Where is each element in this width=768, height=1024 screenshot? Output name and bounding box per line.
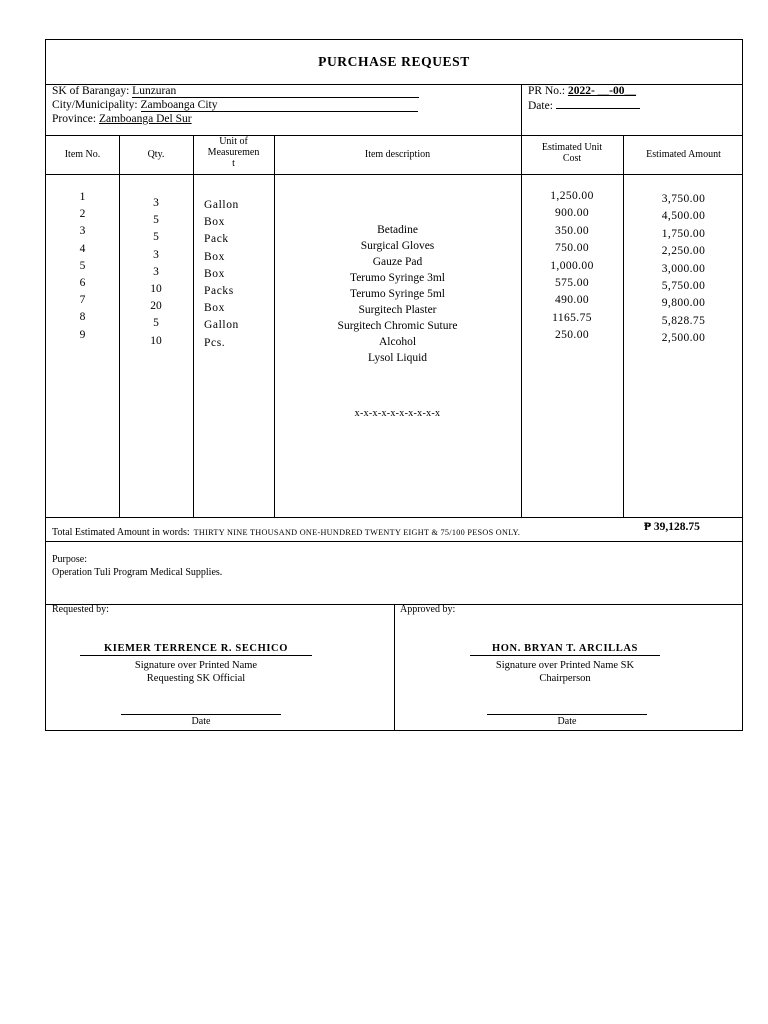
approved-by-name-text: HON. BRYAN T. ARCILLAS — [492, 643, 638, 654]
pr-number-value: 2022- __-00__ — [567, 85, 636, 97]
caption-line: Chairperson — [539, 672, 591, 684]
province-value: Zamboanga Del Sur — [98, 113, 192, 125]
divider — [46, 517, 742, 518]
caption-line: Signature over Printed Name SK — [495, 660, 635, 671]
item-number-cell: 1 — [79, 191, 86, 203]
amount-cell: 9,800.00 — [661, 297, 706, 310]
unit-cell: Packs — [204, 285, 234, 298]
description-cell: Surgical Gloves — [360, 240, 435, 252]
total-label: Total Estimated Amount in words: — [52, 527, 190, 538]
province-label: Province: — [52, 113, 97, 125]
unit-cost-cell: 490.00 — [554, 294, 590, 307]
unit-cell: Box — [204, 216, 225, 229]
description-cell: Alcohol — [378, 336, 417, 348]
sk-barangay-field — [52, 84, 419, 98]
requested-date-caption: Date — [191, 716, 211, 727]
item-number-cell: 8 — [79, 311, 86, 324]
unit-cell: Box — [204, 250, 225, 263]
unit-cell: Gallon — [204, 319, 239, 332]
unit-cell: Box — [204, 302, 225, 315]
quantity-cell: 20 — [150, 300, 162, 313]
form-title: PURCHASE REQUEST — [318, 54, 470, 69]
item-number-cell: 9 — [79, 328, 86, 341]
header-estimated-amount: Estimated Amount — [646, 149, 721, 160]
requested-by-caption — [80, 660, 312, 685]
caption-line: Requesting SK Official — [146, 672, 246, 684]
unit-column — [204, 197, 272, 352]
item-number-cell: 3 — [79, 225, 86, 238]
divider — [521, 84, 522, 135]
quantity-cell: 10 — [150, 283, 162, 296]
approved-by-name — [470, 643, 660, 656]
caption-line: Signature over Printed Name — [134, 660, 258, 671]
header-unit-cost-line: Cost — [562, 153, 582, 164]
city-label: City/Municipality: — [52, 99, 138, 111]
header-unit-cost-line: Estimated Unit — [541, 142, 603, 153]
purchase-request-form — [45, 39, 743, 731]
item-number-cell: 4 — [79, 242, 86, 255]
sk-barangay-label: SK of Barangay: — [52, 85, 130, 97]
quantity-cell: 10 — [150, 334, 162, 347]
unit-cost-cell: 900.00 — [554, 207, 590, 220]
item-number-cell: 7 — [79, 294, 86, 307]
description-cell: Betadine — [377, 224, 418, 236]
item-number-cell: 6 — [79, 277, 86, 290]
description-cell: Terumo Syringe 5ml — [349, 288, 445, 300]
purpose-text: Operation Tuli Program Medical Supplies. — [52, 567, 223, 578]
amount-column — [623, 191, 744, 348]
city-field — [52, 98, 418, 112]
total-words-row — [52, 522, 520, 540]
description-cell: Lysol Liquid — [367, 352, 428, 364]
header-unit-of-measurement — [193, 136, 274, 169]
description-cell: Terumo Syringe 3ml — [349, 272, 445, 284]
end-of-list-marker: x-x-x-x-x-x-x-x-x-x — [354, 408, 441, 419]
item-number-cell: 5 — [79, 259, 86, 272]
description-cell: Surgitech Chromic Suture — [337, 320, 458, 332]
purpose-label: Purpose: — [52, 554, 87, 565]
header-item-description: Item description — [364, 149, 431, 160]
description-cell: Gauze Pad — [372, 256, 423, 268]
description-column — [274, 222, 521, 366]
unit-cost-cell: 350.00 — [554, 224, 590, 237]
quantity-cell: 5 — [153, 231, 159, 244]
amount-cell: 2,500.00 — [661, 332, 706, 345]
approved-by-caption — [450, 660, 680, 685]
amount-cell: 1,750.00 — [661, 227, 706, 240]
unit-cell: Gallon — [204, 199, 239, 211]
divider — [394, 604, 395, 731]
quantity-column — [119, 195, 193, 350]
total-words: THIRTY NINE THOUSAND ONE-HUNDRED TWENTY EIGHT & 75/100 PESOS ONLY. — [193, 528, 521, 537]
amount-cell: 3,000.00 — [661, 262, 706, 275]
province-field — [52, 112, 192, 126]
unit-cell: Pcs. — [204, 336, 226, 349]
unit-cell: Pack — [204, 233, 229, 246]
amount-cell: 4,500.00 — [661, 210, 706, 223]
approved-by-label: Approved by: — [400, 604, 456, 615]
unit-cost-cell: 575.00 — [554, 277, 590, 290]
total-amount: ₱ 39,128.75 — [644, 521, 700, 533]
pr-number-field — [528, 84, 636, 98]
amount-cell: 2,250.00 — [661, 245, 706, 258]
divider — [46, 135, 742, 136]
purpose-section — [52, 553, 222, 579]
item-number-cell: 2 — [79, 208, 86, 221]
header-uom-line: Unit of — [219, 136, 248, 147]
approved-date-line — [487, 714, 647, 715]
date-field — [528, 98, 640, 113]
quantity-cell: 3 — [153, 248, 159, 261]
unit-cost-cell: 1,000.00 — [550, 259, 594, 272]
divider — [46, 174, 742, 175]
header-item-no: Item No. — [64, 149, 101, 160]
header-uom-line: t — [232, 158, 235, 169]
date-blank-line — [556, 98, 640, 109]
date-label: Date: — [528, 100, 553, 112]
divider — [193, 135, 194, 517]
quantity-cell: 3 — [153, 265, 159, 278]
description-cell: Surgitech Plaster — [358, 304, 437, 316]
item-number-column — [46, 189, 119, 344]
requested-by-name-text: KIEMER TERRENCE R. SECHICO — [103, 643, 289, 654]
pr-number-label: PR No.: — [528, 85, 566, 97]
city-value: Zamboanga City — [141, 99, 418, 112]
quantity-cell: 5 — [153, 214, 159, 227]
approved-date-caption: Date — [557, 716, 577, 727]
unit-cell: Box — [204, 267, 225, 280]
requested-by-name — [80, 643, 312, 656]
sk-barangay-value: Lunzuran — [132, 85, 419, 98]
divider — [46, 541, 742, 542]
quantity-cell: 5 — [153, 317, 159, 330]
requested-date-line — [121, 714, 281, 715]
unit-cost-cell: 1,250.00 — [550, 190, 594, 202]
amount-cell: 3,750.00 — [661, 193, 706, 205]
header-unit-cost — [521, 142, 623, 164]
header-uom-line: Measuremen — [207, 147, 260, 158]
quantity-cell: 3 — [153, 197, 159, 209]
amount-cell: 5,750.00 — [661, 280, 706, 293]
amount-cell: 5,828.75 — [661, 314, 706, 327]
header-qty: Qty. — [147, 149, 165, 160]
unit-cost-cell: 250.00 — [554, 329, 590, 342]
unit-cost-cell: 1165.75 — [552, 311, 592, 324]
unit-cost-column — [521, 188, 623, 345]
unit-cost-cell: 750.00 — [554, 242, 590, 255]
requested-by-label: Requested by: — [52, 604, 109, 615]
